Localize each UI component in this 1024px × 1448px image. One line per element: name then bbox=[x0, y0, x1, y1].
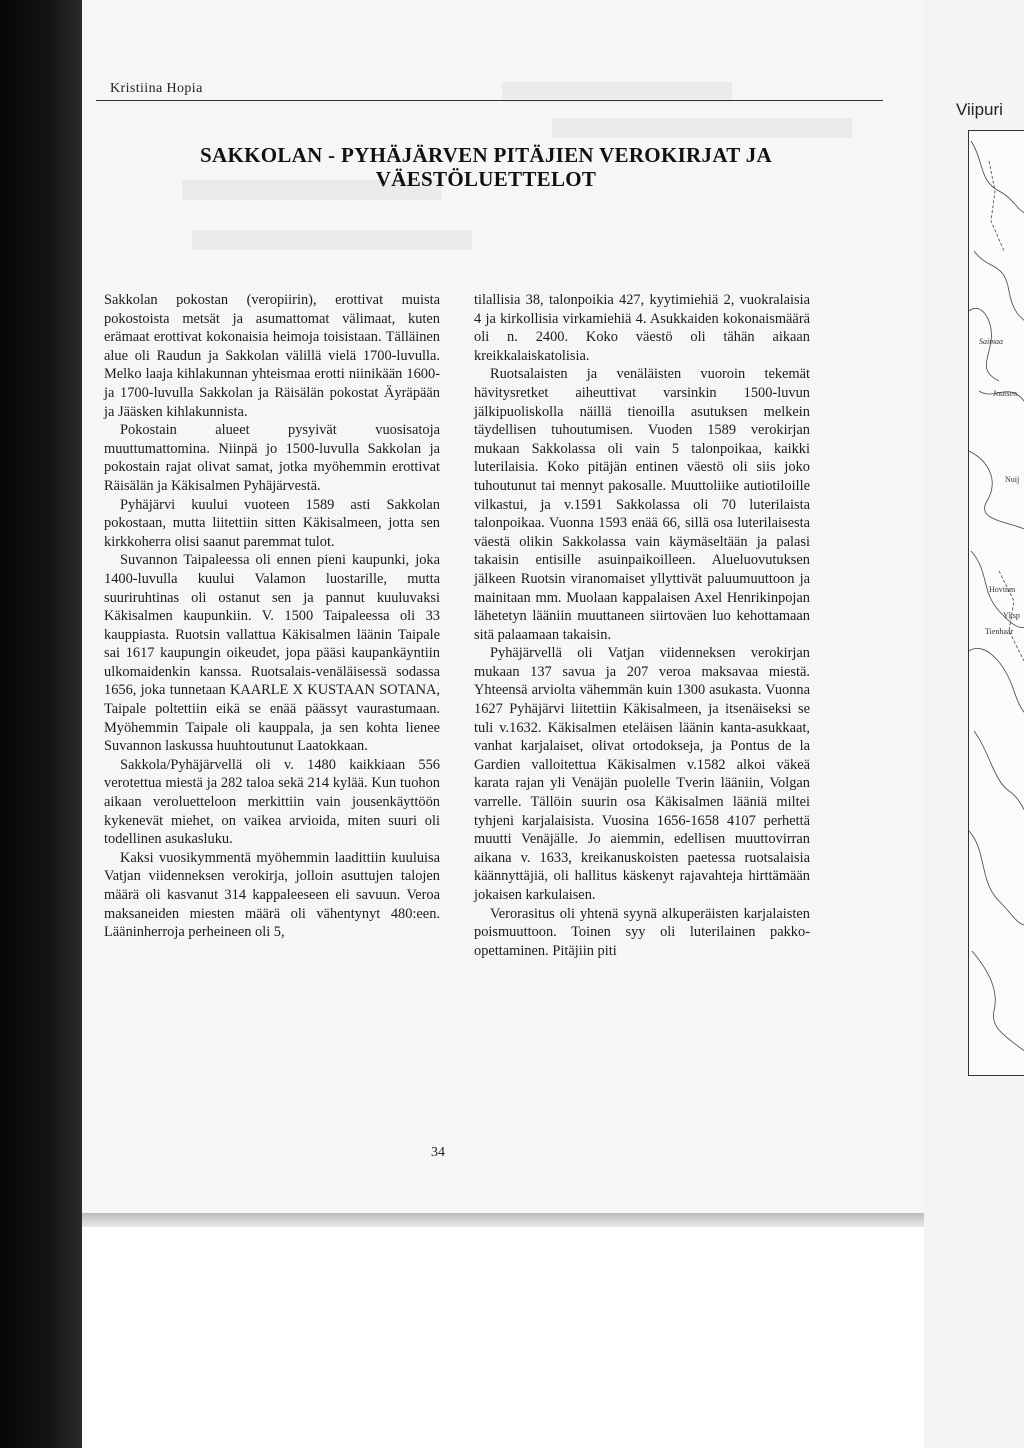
map-shoreline bbox=[974, 251, 1024, 331]
paragraph: Pyhäjärvi kuului vuoteen 1589 asti Sakkolan pokostaan, mutta liitettiin sitten Käkisalmeen, jotta sen kirkkoherra olisi saanut paremmat tulot. bbox=[104, 496, 440, 550]
map-label-hovinmaa: Hovinm bbox=[989, 585, 1016, 594]
bleed-through-text bbox=[502, 82, 732, 102]
scan-border-left bbox=[0, 0, 82, 1448]
paragraph: Verorasitus oli yhtenä syynä alkuperäisten karjalaisten poismuuttoon. Toinen syy oli luterilainen pakko-opettaminen. Pitäjiin piti bbox=[474, 905, 810, 959]
paragraph: Pyhäjärvellä oli Vatjan viidenneksen verokirjan mukaan 137 savua ja 207 veroa maksavaa miestä. Yhteensä arviolta vähemmän kuin 1300 asukasta. Vuonna 1627 Pyhäjärvi liitettiin Käkisalmeen, ja itsenäiseksi se tuli v.1632. Käkisalmen eteläisen läänin kanta-asukkaat, vanhat karjalaiset, olivat ortodokseja, ja Pontus de la Gardien valloitettua Käkisalmen v.1582 alkoi väkeä karata rajan yli Venäjän puolelle Tverin lääniin, Volgan varrelle. Tällöin suurin osa Käkisalmen lääniä miltei tyhjeni karjalaisista. Vuosina 1656-1658 4107 perhettä muutti Venäjälle. Jo aiemmin, edellisen muuttovirran aikana v. 1633, kreikanuskoisten paetessa ruotsalaisia käännyttäjiä, oli hallitus käskenyt rajavahteja hirttämään jokaisen karkulaisen. bbox=[474, 645, 810, 903]
paragraph: Sakkolan pokostan (veropiirin), erottivat muista pokostoista metsät ja asumattomat välimaat, kuten erämaat erottivat kokonaisia heimoja toisistaan. Tälläinen alue oli Raudun ja Sakkolan välillä vielä 1700-luvulla. Melko laaja kihlakunnan yhteismaa erotti niinikään 1600- ja 1700-luvulla Sakkolan ja Räisälän pokostat Äyräpään ja Jääsken kihlakunnista. bbox=[104, 292, 440, 420]
map-drawing bbox=[969, 131, 1024, 1077]
bleed-through-text bbox=[552, 118, 852, 138]
article-title: SAKKOLAN - PYHÄJÄRVEN PITÄJIEN VEROKIRJAT JA VÄESTÖLUETTELOT bbox=[200, 143, 772, 191]
header-rule bbox=[96, 100, 883, 101]
map-shoreline bbox=[979, 391, 1024, 441]
map-label-joutseno: Joutsen bbox=[993, 389, 1017, 398]
paragraph: Suvannon Taipaleessa oli ennen pieni kaupunki, joka 1400-luvulla kuului Valamon luostarille, mutta suuriruhtinas oli ostanut sen ja pannut kuuluvaksi Käkisalmen kaupunkiin. V. 1500 Taipaleessa oli 33 kauppiasta. Ruotsin vallattua Käkisalmen läänin Taipale sai 1617 kaupungin oikeudet, jopa pääsi kaupankäyntiin ulkomaidenkin kanssa. Ruotsalais-venäläisessä sodassa 1656, joka tunnetaan KAARLE X KUSTAAN SOTANA, Taipale poltettiin eikä se enää päässyt vaurastumaan. Myöhemmin Taipale oli kauppala, ja sen kohta lienee Suvannon laskussa huuhtoutunut Laatokkaan. bbox=[104, 552, 440, 755]
running-head-author: Kristiina Hopia bbox=[110, 81, 203, 96]
map-title: Viipuri bbox=[956, 100, 1003, 119]
page-edge-shadow bbox=[82, 1213, 942, 1227]
map-shoreline bbox=[969, 831, 1024, 925]
paragraph: Sakkola/Pyhäjärvellä oli v. 1480 kaikkiaan 556 verotettua miestä ja 282 taloa sekä 214 kylää. Kun tuohon aikaan veroluetteloon merkittiin vain jousenkäyttöön kykenevät miehet, on vaikea arvioida, miten suuri oli todellinen asukasluku. bbox=[104, 756, 440, 848]
bleed-through-text bbox=[192, 230, 472, 250]
map-shoreline bbox=[972, 951, 1024, 1061]
map-label-nuijamaa: Nuij bbox=[1005, 475, 1020, 484]
map-shoreline bbox=[969, 648, 1024, 731]
map-river bbox=[969, 451, 1024, 531]
map-shoreline bbox=[974, 731, 1024, 831]
paragraph: Kaksi vuosikymmentä myöhemmin laadittiin kuuluisa Vatjan viidenneksen verokirja, jolloin asuttujen talojen määrä oli kasvanut 314 kappaleeseen eli savuun. Veroa maksaneiden miesten määrä oli vähentynyt 480:een. Lääninherroja perheineen oli 5, bbox=[104, 849, 440, 941]
map-frame bbox=[968, 130, 1024, 1076]
paragraph: Ruotsalaisten ja venäläisten vuoroin tekemät hävitysretket aiheuttivat varsinkin 1500-luvun jälkipuoliskolla näillä tienoilla asutuksen melkein täydellisen tuhoutumisen. Vuoden 1589 verokirjan mukaan Sakkolassa oli vain 5 talonpoikaa, kaikki luterilaisia. Koko pitäjän entinen väestö oli siis joko tuhoutunut tai mennyt pakosalle. Muuttoliike autiotiloille vilkastui, ja v.1591 Sakkolassa oli 70 luterilaista talonpoikaa. Vuonna 1593 enää 66, sillä osa luterilaisesta väestä olikin Sakkolassa vain käymäseltään ja palasi takaisin entisille asuinpaikoilleen. Alueluovutuksen jälkeen Ruotsin viranomaiset yllyttivät paluumuuttoon ja mainitaan mm. Muolaan kappalaisen Axel Henrikinpojan lähetetyn lääniin muuttaneen siirtoväen luo kehottamaan sitä palaamaan takaisin. bbox=[474, 366, 810, 643]
paragraph: tilallisia 38, talonpoikia 427, kyytimiehiä 2, vuokralaisia 4 ja kirkollisia virkamiehiä 4. Asukkaiden kokonaismäärä oli n. 2400. Koko väestö oli tähän aikaan kreikkalaiskatolisia. bbox=[474, 292, 810, 364]
text-column-right bbox=[474, 291, 810, 960]
map-border bbox=[989, 161, 1004, 251]
map-label-tienhaara: Tienhaar bbox=[985, 627, 1014, 636]
map-shoreline bbox=[971, 141, 1024, 214]
paragraph: Pokostain alueet pysyivät vuosisatoja muuttumattomina. Niinpä jo 1500-luvulla Sakkolan ja pokostain rajat olivat samat, jotka myöhemmin erottivat Räisälän ja Käkisalmen Pyhäjärvestä. bbox=[104, 422, 440, 494]
page-number: 34 bbox=[431, 1145, 445, 1160]
map-page-edge bbox=[924, 0, 1024, 1448]
map-label-saimaa: Saimaa bbox=[979, 337, 1003, 346]
text-column-left bbox=[104, 291, 440, 942]
map-label-ykspaa: Yksp bbox=[1003, 611, 1020, 620]
